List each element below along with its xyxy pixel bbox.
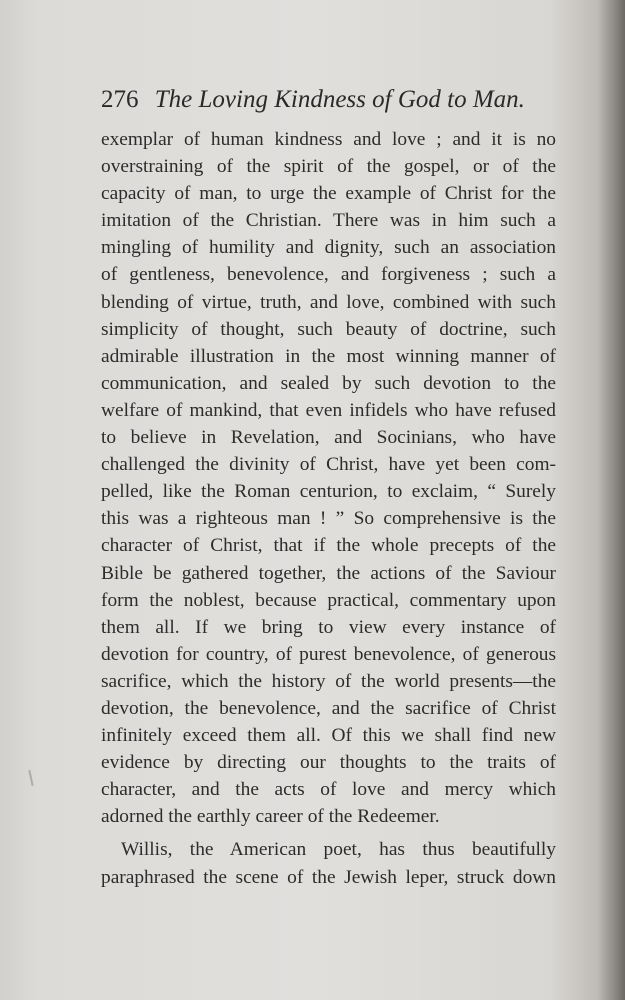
page-number: 276: [101, 86, 139, 113]
text-line: character of Christ, that if the whole precepts of the: [101, 535, 556, 557]
text-line: exemplar of human kindness and love ; and it is no: [101, 129, 556, 150]
text-line: Willis, the American poet, has thus beautifully: [121, 839, 556, 861]
text-line: evidence by directing our thoughts to the traits of: [101, 752, 556, 774]
text-line: pelled, like the Roman centurion, to exclaim, “ Surely: [101, 481, 556, 503]
text-line: communication, and sealed by such devotion to the: [101, 372, 556, 394]
text-line: mingling of humility and dignity, such an association: [101, 237, 556, 259]
text-line: form the noblest, because practical, commentary upon: [101, 589, 556, 611]
text-line: to believe in Revelation, and Socinians, who have: [101, 427, 556, 449]
text-line: paraphrased the scene of the Jewish leper, struck down: [101, 866, 556, 888]
page-edge-shadow: [597, 0, 625, 1000]
text-line: devotion, the benevolence, and the sacrifice of Christ: [101, 697, 556, 719]
paragraph-1: [101, 126, 556, 830]
body-text: [101, 126, 556, 891]
text-line: character, and the acts of love and mercy which: [101, 779, 556, 801]
text-line: overstraining of the spirit of the gospel, or of the: [101, 156, 556, 178]
margin-mark: [28, 770, 33, 786]
text-line: simplicity of thought, such beauty of doctrine, such: [101, 318, 556, 340]
text-line: of gentleness, benevolence, and forgiveness ; such a: [101, 264, 556, 286]
text-line: adorned the earthly career of the Redeemer.: [101, 806, 440, 828]
text-line: Bible be gathered together, the actions of the Saviour: [101, 562, 556, 584]
running-header: [101, 86, 541, 122]
text-line: this was a righteous man ! ” So comprehensive is the: [101, 508, 556, 530]
text-line: blending of virtue, truth, and love, combined with such: [101, 291, 556, 313]
running-title: The Loving Kindness of God to Man.: [154, 86, 525, 113]
text-line: admirable illustration in the most winning manner of: [101, 345, 556, 367]
text-line: them all. If we bring to view every instance of: [101, 616, 556, 638]
text-line: sacrifice, which the history of the world presents—the: [101, 670, 556, 692]
text-line: devotion for country, of purest benevolence, of generous: [101, 643, 556, 665]
text-line: imitation of the Christian. There was in him such a: [101, 210, 556, 232]
text-line: welfare of mankind, that even infidels who have refused: [101, 399, 556, 421]
text-line: infinitely exceed them all. Of this we shall find new: [101, 725, 556, 747]
paragraph-2: [101, 836, 556, 890]
text-line: challenged the divinity of Christ, have yet been com-: [101, 454, 556, 476]
text-line: capacity of man, to urge the example of Christ for the: [101, 183, 556, 205]
